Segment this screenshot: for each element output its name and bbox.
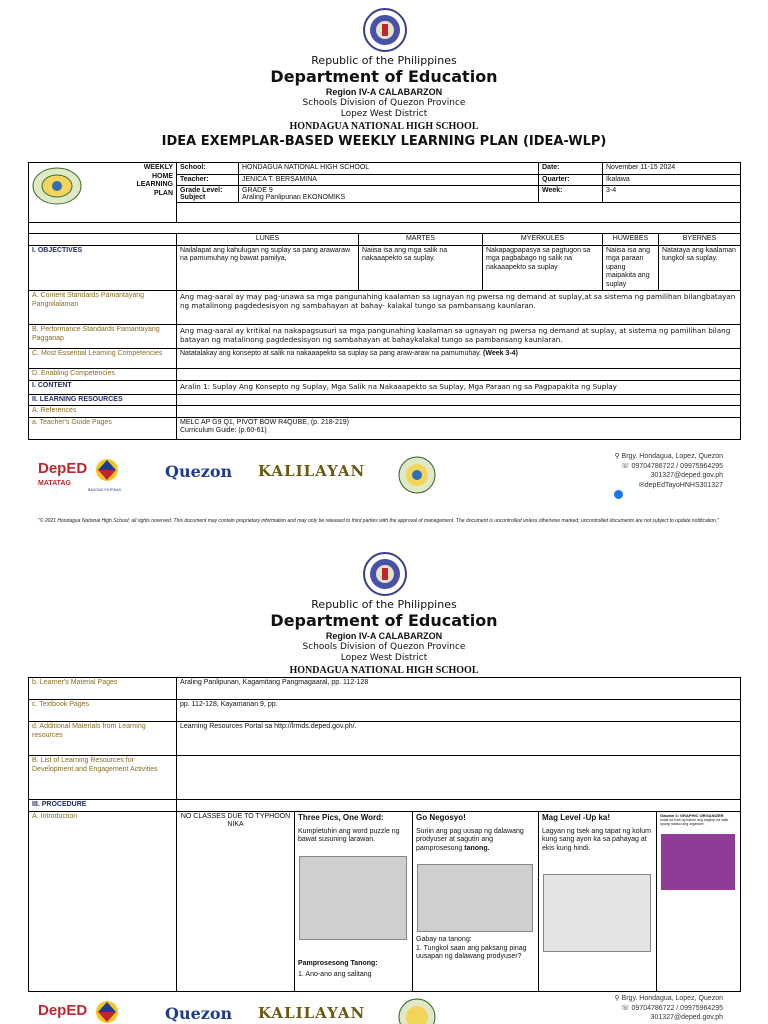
checklist-table-image <box>543 874 651 952</box>
address-line-2 <box>614 994 723 1004</box>
matatag-logo: MATATAG <box>38 480 71 487</box>
address-line <box>614 452 723 462</box>
deped-logo-text: DepED <box>38 460 88 477</box>
tuesday-activity <box>295 811 413 991</box>
learner-material-text: Araling Panlipunan, Kagamitang Pangmagaaral, pp. 112-128 <box>177 678 741 700</box>
content-standards-text: Ang mag-aaral ay may pag-unawa sa mga pangunahing kaalaman sa ugnayan ng pwersa ng demand at suplay,at sa sistema ng pamilihan bilangbatayan ng matalinong pagdedesisyon ng sambahayan at bahay- kalakal tungo sa pambansang kaunlaran. <box>177 291 741 325</box>
grade-subject-label <box>177 186 239 203</box>
introduction-label: A. Introduction <box>29 811 177 991</box>
enabling-label: D. Enabling Competencies <box>29 369 177 381</box>
resources-label: II. LEARNING RESOURCES <box>29 394 177 406</box>
week-label: Week: <box>539 186 603 203</box>
phone-line-2 <box>614 1004 723 1014</box>
kalilayan-logo: KALILAYAN <box>258 462 366 480</box>
page1-header <box>0 54 768 151</box>
references-blank <box>177 406 741 418</box>
phone-icon: ☏ <box>620 462 632 470</box>
textbook-text: pp. 112-128, Kayamanan 9, pp. <box>177 700 741 722</box>
address-text-2: Brgy. Hondagua, Lopez, Quezon <box>621 995 723 1002</box>
tues-text: Kumpletuhin ang word puzzle ng bawat susuning larawan. <box>298 827 400 843</box>
content-standards-label: A. Content Standards Pamantayang Pangnilalaman <box>29 291 177 325</box>
email-line <box>614 471 723 481</box>
phone-icon-2: ☏ <box>620 1004 632 1012</box>
fri-title: Gawain 4: GRAPHIC ORGANIZER <box>660 812 724 818</box>
bagong-text: BAGONG PILIPINAS <box>88 488 122 492</box>
quarter-label: Quarter: <box>539 174 603 186</box>
region-text: Region IV-A CALABARZON <box>325 87 443 97</box>
objective-thursday: Naiisa isa ang mga paraan upang maipakita ang suplay <box>603 245 659 291</box>
textbook-label: c. Textbook Pages <box>29 700 177 722</box>
deped-logo-text-2: DepED <box>38 1002 88 1019</box>
school-title-2: HONDAGUA NATIONAL HIGH SCHOOL <box>289 665 479 676</box>
wed-guide: Gabay na tanong: <box>416 935 472 943</box>
learner-material-label: b. Learner's Material Pages <box>29 678 177 700</box>
list-resources-label: B. List of Learning Resources for Development and Engagement Activities <box>29 756 177 800</box>
references-label: A. References <box>29 406 177 418</box>
no-classes-text: NO CLASSES DUE TO TYPHOON NIKA <box>177 811 295 991</box>
graphic-organizer-image <box>661 834 735 890</box>
district-text: Lopez West District <box>340 109 428 119</box>
region-text-2: Region IV-A CALABARZON <box>325 631 443 641</box>
wed-text-block <box>416 828 535 854</box>
home-label: HOME <box>152 172 173 180</box>
date-label: Date: <box>539 163 603 175</box>
school-title: HONDAGUA NATIONAL HIGH SCHOOL <box>289 121 479 132</box>
district-text-2: Lopez West District <box>340 653 428 663</box>
division-seal-icon-2 <box>398 998 436 1024</box>
teacher-guide-label: a. Teacher's Guide Pages <box>29 417 177 439</box>
republic-text-2: Republic of the Philippines <box>311 598 457 611</box>
objective-friday: Natataya ang kaalaman tungkol sa suplay. <box>659 245 741 291</box>
logo-cell <box>29 163 177 223</box>
teacher-guide-cell <box>177 417 741 439</box>
day-tuesday: MARTES <box>359 234 483 246</box>
thu-text: Lagyan ng tsek ang tapat ng kolum kung sang ayon ka sa pahayag at ekis kung hindi. <box>542 827 651 852</box>
email-line-2 <box>614 1013 723 1023</box>
additional-text: Learning Resources Portal sa http://lrmds.deped.gov.ph/. <box>177 722 741 756</box>
wed-bold: tanong. <box>464 844 490 852</box>
tues-q-title: Pamprosesong Tanong: <box>298 959 378 967</box>
quezon-logo-2: Quezon <box>165 1004 233 1023</box>
wed-q1: 1. Tungkol saan ang paksang pinag uusapan ng dalawang prodyuser? <box>416 944 527 960</box>
division-seal-icon <box>398 456 436 494</box>
grade-subject-value <box>239 186 539 203</box>
department-title: Department of Education <box>270 67 498 86</box>
fb-line <box>614 481 723 491</box>
phone-text-2: 09704786722 / 09975964295 <box>631 1004 723 1012</box>
location-icon: ⚲ <box>614 453 622 460</box>
plan-label: PLAN <box>153 189 173 197</box>
deped-logo <box>38 460 87 477</box>
teacher-label: Teacher: <box>177 174 239 186</box>
objectives-label: I. OBJECTIVES <box>29 245 177 291</box>
melc-week: (Week 3-4) <box>483 350 518 357</box>
teacher-guide-text2: Curriculum Guide: (p.60-61) <box>180 427 267 434</box>
facebook-icon[interactable] <box>614 490 623 499</box>
deped-seal-icon <box>363 8 407 52</box>
wed-title: Go Negosyo! <box>416 812 466 822</box>
objective-monday: Nailalapat ang kahulugan ng suplay sa pang arawaraw na pamumuhay ng bawat pamilya, <box>177 245 359 291</box>
page2-header <box>0 598 768 677</box>
melc-cell <box>177 349 741 369</box>
mail-icon: ✉ <box>638 481 645 489</box>
school-value: HONDAGUA NATIONAL HIGH SCHOOL <box>239 163 539 175</box>
grade-value: GRADE 9 <box>242 187 273 194</box>
page2-footer <box>0 994 768 1024</box>
thu-title: Mag Level -Up ka! <box>542 812 611 822</box>
negosyo-comic-image <box>417 864 533 932</box>
grade-label: Grade Level: <box>180 187 223 194</box>
fb-text: depEdTayoHNHS301327 <box>644 481 723 489</box>
day-thursday: HUWEBES <box>603 234 659 246</box>
learning-label: LEARNING <box>136 181 173 188</box>
week-value: 3-4 <box>603 186 741 203</box>
day-monday: LUNES <box>177 234 359 246</box>
objective-tuesday: Naiisa isa ang mga salik na nakaaapekto sa suplay. <box>359 245 483 291</box>
division-text-2: Schools Division of Quezon Province <box>302 642 466 652</box>
weekly-label: WEEKLY <box>143 164 173 171</box>
address-text: Brgy. Hondagua, Lopez, Quezon <box>621 453 723 460</box>
quarter-value: Ikalawa <box>603 174 741 186</box>
wlp-table-page2 <box>28 677 741 992</box>
word-puzzle-image <box>299 856 407 940</box>
page1-footer <box>0 452 768 512</box>
email-text-2: 301327@deped.gov.ph <box>650 1014 723 1021</box>
objective-wednesday: Nakapagpapasya sa pagtugon sa mga pagbabago ng salik na nakaaapekto sa suplay <box>483 245 603 291</box>
plan-title: IDEA EXEMPLAR-BASED WEEKLY LEARNING PLAN (IDEA-WLP) <box>161 134 607 149</box>
division-text: Schools Division of Quezon Province <box>302 98 466 108</box>
performance-standards-label: B. Performance Standards Pamantayang Pagganap <box>29 325 177 349</box>
friday-activity <box>657 811 741 991</box>
department-title-2: Department of Education <box>270 611 498 630</box>
phone-line <box>614 462 723 472</box>
phone-text: 09704786722 / 09975964295 <box>631 462 723 470</box>
contact-block-2 <box>614 994 723 1023</box>
bagong-pilipinas-icon <box>94 458 120 486</box>
resources-blank <box>177 394 741 406</box>
melc-label: C. Most Essential Learning Competencies <box>29 349 177 369</box>
content-label: I. CONTENT <box>29 380 177 394</box>
quezon-logo: Quezon <box>165 462 233 481</box>
day-friday: BYERNES <box>659 234 741 246</box>
thursday-activity <box>539 811 657 991</box>
procedure-blank <box>177 800 741 812</box>
enabling-text <box>177 369 741 381</box>
contact-block <box>614 452 723 503</box>
day-wednesday: MYERKULES <box>483 234 603 246</box>
days-corner <box>29 234 177 246</box>
school-label: School: <box>177 163 239 175</box>
fri-sub: Isulat sa loob ng kahon ang angkop na salik upang mabuo ang organizer. <box>660 817 729 826</box>
blank-row <box>29 223 741 234</box>
disclaimer-text: "© 2021 Hondagua National High School; all rights reserved. This document may contain proprietary information and may only be released to third parties with the approval of management. The document is uncontrolled unless otherwise marked; uncontrolled documents are not subject to update notification." <box>38 518 719 524</box>
subject-value: Araling Panlipunan EKONOMIKS <box>242 194 346 201</box>
bagong-pilipinas-icon-2 <box>94 1000 120 1024</box>
teacher-value: JENICA T. BERSAMINA <box>239 174 539 186</box>
melc-text: Natatalakay ang konsepto at salik na nakaaapekto sa suplay sa pang araw-araw na pamumuhay. <box>180 350 482 357</box>
subject-label: Subject <box>180 194 206 201</box>
performance-standards-text: Ang mag-aaral ay kritikal na nakapagsusuri sa mga pangunahing kaalaman sa ugnayan ng pwersa ng demand at suplay, at sistema ng pamilihan bilang batayan ng matalinong pagdedesisyon ng sambahayan at bahaykalakal tungo sa pambansang kaunlaran. <box>177 325 741 349</box>
wed-text: Suriin ang pag uusap ng dalawang prodyuser at sagutin ang pamprosesong <box>416 827 524 852</box>
wednesday-activity <box>413 811 539 991</box>
tues-q1: 1. Ano-ano ang salitang <box>298 970 372 978</box>
school-logo-icon <box>31 166 83 206</box>
list-resources-blank <box>177 756 741 800</box>
deped-logo-2 <box>38 1002 87 1019</box>
email-text: 301327@deped.gov.ph <box>650 472 723 479</box>
republic-text: Republic of the Philippines <box>311 54 457 67</box>
kalilayan-logo-2: KALILAYAN <box>258 1004 366 1022</box>
deped-seal-icon-2 <box>363 552 407 596</box>
tues-title: Three Pics, One Word: <box>298 812 384 822</box>
procedure-label: III. PROCEDURE <box>29 800 177 812</box>
content-text: Aralin 1: Suplay Ang Konsepto ng Suplay, Mga Salik na Nakaaapekto sa Suplay, Mga Paraan ng sa Pagpapakita ng Suplay <box>177 380 741 394</box>
wlp-table-page1 <box>28 162 741 440</box>
info-spacer <box>177 203 741 223</box>
location-icon-2: ⚲ <box>614 995 622 1002</box>
date-value: November 11-15 2024 <box>603 163 741 175</box>
teacher-guide-text1: MELC AP G9 Q1, PIVOT BOW R4QUBE, (p. 218-219) <box>180 418 349 426</box>
additional-label: d. Additional Materials from Learning resources <box>29 722 177 756</box>
